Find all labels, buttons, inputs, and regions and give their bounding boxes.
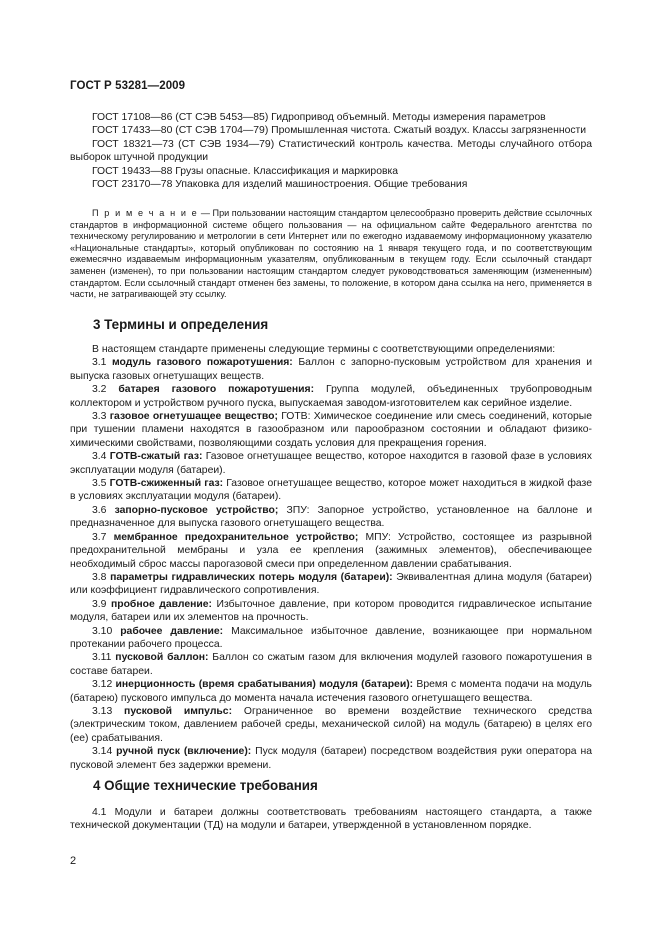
document-code: ГОСТ Р 53281—2009 bbox=[70, 80, 186, 92]
reference-item: ГОСТ 18321—73 (СТ СЭВ 1934—79) Статистический контроль качества. Методы случайного отбора выборок штучной продукции bbox=[70, 138, 592, 164]
term-item: 3.13 пусковой импульс: Ограниченное во времени воздействие технического средства (электрическим током, давлением рабочей среды, механической силой) на модуль (батарею) в целях его (ее) срабатывания. bbox=[70, 705, 592, 744]
note-paragraph bbox=[70, 208, 592, 301]
term-item: 3.11 пусковой баллон: Баллон со сжатым газом для включения модулей газового пожаротушения в составе батареи. bbox=[70, 652, 593, 677]
term-item: 3.1 модуль газового пожаротушения: Баллон с запорно-пусковым устройством для хранения и выпуска газовых огнетушащих веществ. bbox=[70, 357, 593, 382]
requirement-4-1: 4.1 Модули и батареи должны соответствовать требованиям настоящего стандарта, а также технической документации (ТД) на модули и батареи, утвержденной в установленном порядке. bbox=[70, 807, 592, 832]
term-name: ГОТВ-сжиженный газ: bbox=[109, 478, 224, 490]
reference-item: ГОСТ 17108—86 (СТ СЭВ 5453—85) Гидропривод объемный. Методы измерения параметров bbox=[92, 112, 546, 123]
section-3-title: 3 Термины и определения bbox=[93, 317, 269, 332]
term-item: 3.14 ручной пуск (включение): Пуск модуля (батареи) посредством воздействия руки оператора на пусковой элемент без задержки времени. bbox=[70, 746, 592, 771]
term-item: 3.12 инерционность (время срабатывания) модуля (батареи): Время с момента подачи на модуль (батарею) пускового импульса до момента начала истечения газового огнетушащего вещества. bbox=[70, 679, 592, 704]
note-label: П р и м е ч а н и е bbox=[92, 208, 199, 218]
term-name: инерционность (время срабатывания) модуля (батареи): bbox=[115, 679, 414, 691]
term-name: пусковой баллон: bbox=[115, 652, 209, 664]
term-item: 3.5 ГОТВ-сжиженный газ: Газовое огнетушащее вещество, которое может находиться в жидкой фазе в условиях эксплуатации модуля (батареи). bbox=[70, 478, 592, 503]
terms-intro: В настоящем стандарте применены следующие термины с соответствующими определениями: bbox=[92, 344, 556, 355]
term-item: 3.7 мембранное предохранительное устройство; МПУ: Устройство, состоящее из разрывной предохранительной мембраны и узла ее крепления (зажимных элементов), обеспечивающее необходимый сброс массы парогазовой смеси при определенном давлении срабатывания. bbox=[70, 531, 592, 570]
term-name: батарея газового пожаротушения: bbox=[118, 384, 315, 396]
page-number: 2 bbox=[70, 855, 77, 867]
term-name: газовое огнетушащее вещество; bbox=[109, 411, 278, 423]
term-name: пусковой импульс: bbox=[124, 705, 233, 717]
term-item: 3.4 ГОТВ-сжатый газ: Газовое огнетушащее вещество, которое находится в газовой фазе в условиях эксплуатации модуля (батареи). bbox=[70, 451, 593, 476]
note-text: — При пользовании настоящим стандартом целесообразно проверить действие ссылочных стандартов в информационной системе общего пользования — на официальном сайте Федерального агентства по техническому регулированию и метрологии в сети Интернет или по ежегодно издаваемому информационному указателю «Национальные стандарты», который опубликован по состоянию на 1 января текущего года, и по соответствующим ежемесячно издаваемым информационным указателям, опубликованным в текущем году. Если ссылочный стандарт заменен (изменен), то при пользовании настоящим стандартом следует руководствоваться заменяющим (измененным) стандартом. Если ссылочный стандарт отменен без замены, то положение, в котором дана ссылка на него, применяется в части, не затрагивающей эту ссылку. bbox=[70, 208, 592, 300]
term-name: мембранное предохранительное устройство; bbox=[113, 531, 359, 543]
term-item: 3.6 запорно-пусковое устройство; ЗПУ: Запорное устройство, установленное на баллоне и предназначенное для выпуска газового огнетушащего вещества. bbox=[70, 504, 592, 530]
term-item: 3.9 пробное давление: Избыточное давление, при котором проводится гидравлическое испытание модуля, батареи или их элементов на прочность. bbox=[70, 598, 592, 624]
section-4-paragraph bbox=[70, 806, 592, 833]
reference-item: ГОСТ 17433—80 (СТ СЭВ 1704—79) Промышленная чистота. Сжатый воздух. Классы загрязненности bbox=[92, 125, 587, 137]
reference-item: ГОСТ 19433—88 Грузы опасные. Классификация и маркировка bbox=[92, 165, 399, 177]
reference-item: ГОСТ 23170—78 Упаковка для изделий машиностроения. Общие требования bbox=[92, 179, 468, 191]
term-name: параметры гидравлических потерь модуля (батареи): bbox=[110, 571, 393, 583]
term-item: 3.10 рабочее давление: Максимальное избыточное давление, возникающее при нормальном протекании рабочего процесса. bbox=[70, 625, 592, 650]
term-item: 3.2 батарея газового пожаротушения: Группа модулей, объединенных трубопроводным коллектором и устройством ручного пуска, выпускаемая заводом-изготовителем как серийное изделие. bbox=[70, 384, 592, 409]
section-4-title: 4 Общие технические требования bbox=[93, 778, 318, 793]
term-name: ручной пуск (включение): bbox=[116, 746, 252, 758]
normative-references bbox=[70, 111, 592, 191]
term-name: ГОТВ-сжатый газ: bbox=[109, 451, 203, 463]
term-item: 3.3 газовое огнетушащее вещество; ГОТВ: Химическое соединение или смесь соединений, которые при тушении пламени находятся в газообразном или парообразном состоянии и обладают физико-химическими свойствами, позволяющими создать условия для прекращения горения. bbox=[70, 411, 593, 449]
terms-list bbox=[70, 343, 592, 772]
term-name: модуль газового пожаротушения: bbox=[112, 357, 293, 369]
term-name: рабочее давление: bbox=[120, 625, 224, 637]
term-name: пробное давление: bbox=[110, 598, 213, 610]
term-name: запорно-пусковое устройство; bbox=[114, 504, 279, 516]
term-item: 3.8 параметры гидравлических потерь модуля (батареи): Эквивалентная длина модуля (батареи) или коэффициент гидравлического сопротивления. bbox=[70, 571, 592, 597]
